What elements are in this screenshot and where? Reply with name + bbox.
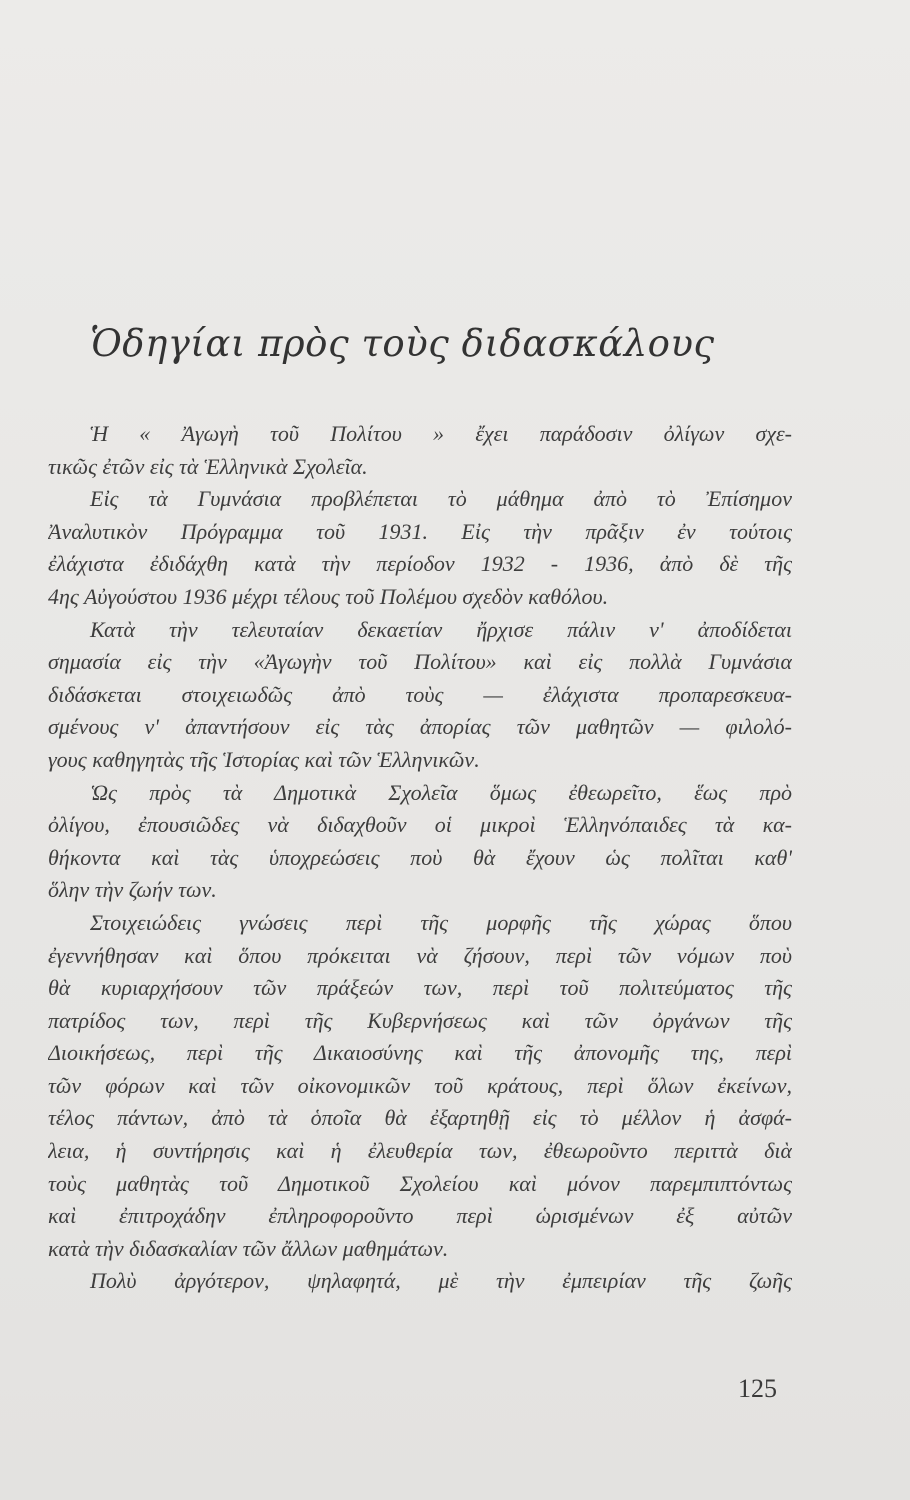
text-line: Διοικήσεως, περὶ τῆς Δικαιοσύνης καὶ τῆς ἀπονομῆς της, περὶ — [48, 1040, 792, 1066]
text-line: Ὡς πρὸς τὰ Δημοτικὰ Σχολεῖα ὅμως ἐθεωρεῖτο, ἕως πρὸ — [90, 779, 792, 805]
text-line: καὶ ἐπιτροχάδην ἐπληροφοροῦντο περὶ ὡρισμένων ἐξ αὐτῶν — [48, 1203, 792, 1229]
text-line: ὅλην τὴν ζωήν των. — [48, 877, 217, 903]
text-line: Ἀναλυτικὸν Πρόγραμμα τοῦ 1931. Εἰς τὴν πρᾶξιν ἐν τούτοις — [48, 518, 792, 544]
text-line: θὰ κυριαρχήσουν τῶν πράξεών των, περὶ τοῦ πολιτεύματος τῆς — [48, 975, 792, 1001]
text-line: ἐγεννήθησαν καὶ ὅπου πρόκειται νὰ ζήσουν, περὶ τῶν νόμων ποὺ — [48, 942, 792, 968]
text-line: τῶν φόρων καὶ τῶν οἰκονομικῶν τοῦ κράτους, περὶ ὅλων ἐκείνων, — [48, 1072, 792, 1098]
text-line: τικῶς ἐτῶν εἰς τὰ Ἑλληνικὰ Σχολεῖα. — [48, 453, 368, 479]
body-text — [48, 418, 792, 1298]
text-line: Στοιχειώδεις γνώσεις περὶ τῆς μορφῆς τῆς χώρας ὅπου — [90, 909, 792, 935]
text-line: Πολὺ ἀργότερον, ψηλαφητά, μὲ τὴν ἐμπειρίαν τῆς ζωῆς — [90, 1268, 792, 1294]
page-number: 125 — [738, 1374, 777, 1403]
text-line: 4ης Αὐγούστου 1936 μέχρι τέλους τοῦ Πολέμου σχεδὸν καθόλου. — [48, 583, 609, 609]
text-line: σημασία εἰς τὴν «Ἀγωγὴν τοῦ Πολίτου» καὶ εἰς πολλὰ Γυμνάσια — [48, 649, 792, 675]
text-line: διδάσκεται στοιχειωδῶς ἀπὸ τοὺς — ἐλάχιστα προπαρεσκευα- — [48, 681, 792, 707]
text-line: κατὰ τὴν διδασκαλίαν τῶν ἄλλων μαθημάτων. — [48, 1235, 449, 1261]
text-line: Ἡ « Ἀγωγὴ τοῦ Πολίτου » ἔχει παράδοσιν ὀλίγων σχε- — [90, 421, 792, 446]
page-title: Ὁδηγίαι πρὸς τοὺς διδασκάλους — [90, 322, 715, 365]
text-line: θήκοντα καὶ τὰς ὑποχρεώσεις ποὺ θὰ ἔχουν ὡς πολῖται καθ' — [48, 844, 792, 870]
text-line: γους καθηγητὰς τῆς Ἱστορίας καὶ τῶν Ἑλληνικῶν. — [48, 746, 480, 772]
text-line: Εἰς τὰ Γυμνάσια προβλέπεται τὸ μάθημα ἀπὸ τὸ Ἐπίσημον — [90, 486, 792, 512]
text-line: λεια, ἡ συντήρησις καὶ ἡ ἐλευθερία των, ἐθεωροῦντο περιττὰ διὰ — [48, 1138, 792, 1164]
text-line: ἐλάχιστα ἐδιδάχθη κατὰ τὴν περίοδον 1932 - 1936, ἀπὸ δὲ τῆς — [48, 551, 792, 577]
text-line: Κατὰ τὴν τελευταίαν δεκαετίαν ἤρχισε πάλιν ν' ἀποδίδεται — [90, 616, 792, 642]
text-line: σμένους ν' ἀπαντήσουν εἰς τὰς ἀπορίας τῶν μαθητῶν — φιλολό- — [48, 714, 792, 740]
text-line: τέλος πάντων, ἀπὸ τὰ ὁποῖα θὰ ἐξαρτηθῇ εἰς τὸ μέλλον ἡ ἀσφά- — [48, 1105, 792, 1131]
text-line: τοὺς μαθητὰς τοῦ Δημοτικοῦ Σχολείου καὶ μόνον παρεμπιπτόντως — [48, 1170, 792, 1196]
text-line: πατρίδος των, περὶ τῆς Κυβερνήσεως καὶ τῶν ὀργάνων τῆς — [48, 1007, 792, 1033]
text-line: ὀλίγου, ἐπουσιῶδες νὰ διδαχθοῦν οἱ μικροὶ Ἑλληνόπαιδες τὰ κα- — [48, 812, 792, 838]
